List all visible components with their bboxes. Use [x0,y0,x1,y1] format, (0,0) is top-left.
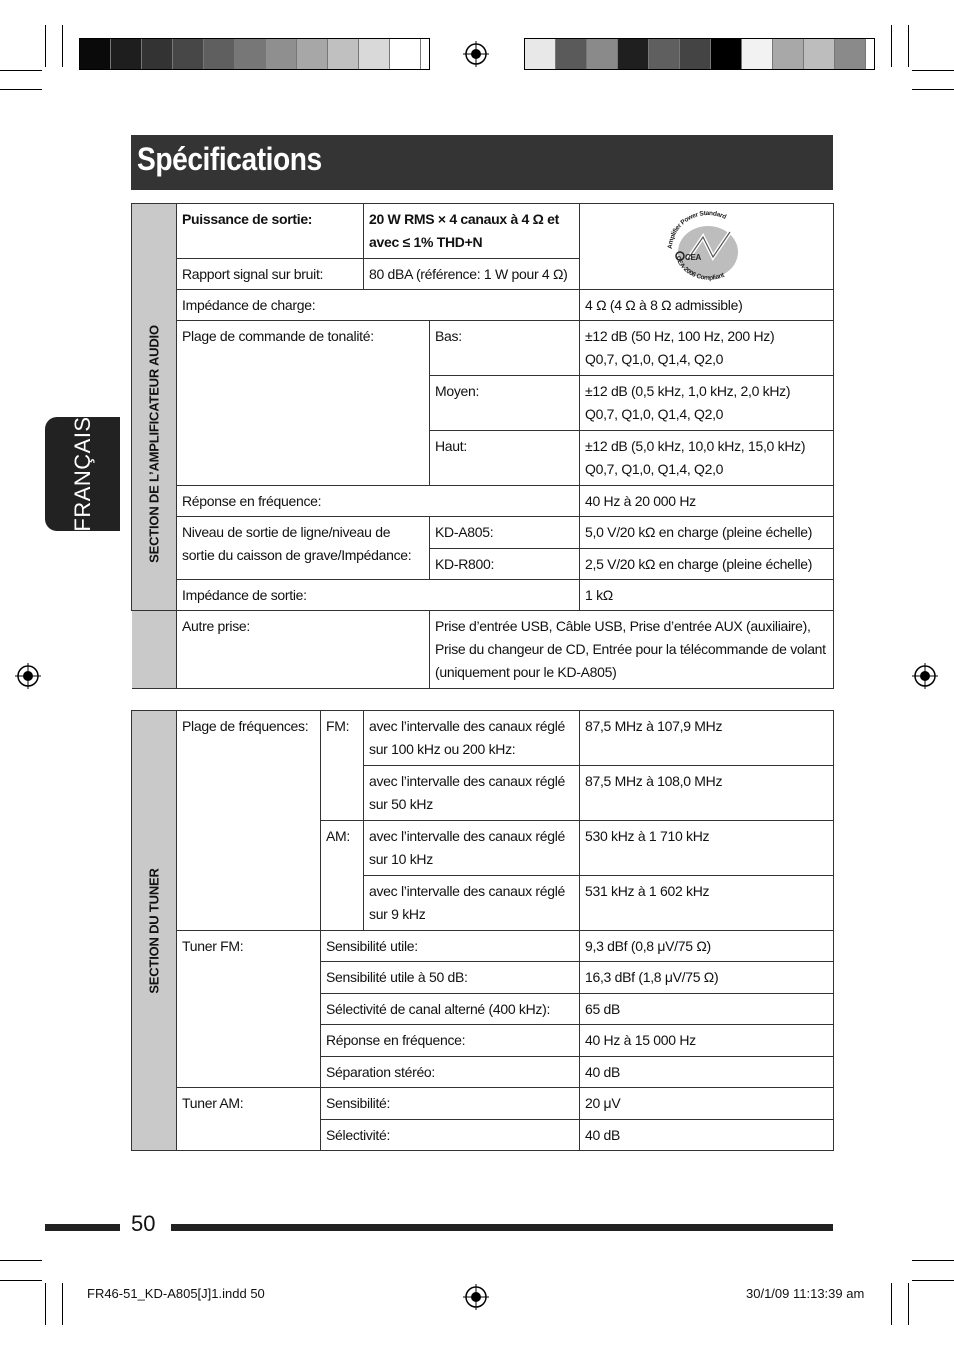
spec-label: Tuner FM: [177,931,321,1088]
registration-mark-icon [463,41,489,67]
crop-mark [912,1260,954,1261]
spec-value: 9,3 dBf (0,8 μV/75 Ω) [580,931,834,962]
spec-condition: avec l’intervalle des canaux réglé sur 9 kHz [364,876,580,931]
crop-mark [0,1260,42,1261]
spec-value: 20 W RMS × 4 canaux à 4 Ω et avec ≤ 1% THD+N [364,204,580,259]
language-tab-label: FRANÇAIS [69,416,95,532]
footer-timestamp: 30/1/09 11:13:39 am [746,1286,865,1301]
spec-value-line: Q0,7, Q1,0, Q1,4, Q2,0 [585,461,724,477]
crop-mark [912,70,954,71]
page-rule-left [45,1224,120,1231]
spec-sublabel: Sensibilité utile à 50 dB: [321,962,580,994]
color-swatch [390,39,421,69]
spec-sublabel: Sélectivité: [321,1120,580,1151]
amplifier-section-label: SECTION DE L’AMPLIFICATEUR AUDIO [146,325,162,563]
color-swatch [359,39,390,69]
registration-mark-icon [463,1284,489,1310]
spec-value: 4 Ω (4 Ω à 8 Ω admissible) [580,290,834,321]
crop-mark [891,1283,892,1325]
spec-label: Réponse en fréquence: [177,486,580,517]
spec-sublabel: Sensibilité: [321,1088,580,1120]
color-swatch [835,39,866,69]
spec-label: Plage de commande de tonalité: [177,321,430,486]
spec-value-line: ±12 dB (0,5 kHz, 1,0 kHz, 2,0 kHz) [585,383,791,399]
color-swatch [328,39,359,69]
color-swatch [204,39,235,69]
color-swatch [525,39,556,69]
spec-sublabel: Bas: [430,321,580,376]
spec-value [580,376,834,431]
color-swatch [556,39,587,69]
cea-arc-top: Amplifier Power Standard [666,209,727,250]
crop-mark [891,25,892,67]
spec-value [580,321,834,376]
tuner-spec-table [131,710,834,1151]
spec-label: Rapport signal sur bruit: [177,259,364,290]
section-label-filler [132,611,177,689]
title-bar [131,135,833,190]
spec-label: Tuner AM: [177,1088,321,1151]
spec-value-line: ±12 dB (50 Hz, 100 Hz, 200 Hz) [585,328,775,344]
color-swatch [804,39,835,69]
cea-arc-bottom: CEA-2006 Compliant [674,255,726,282]
spec-value: 80 dBA (référence: 1 W pour 4 Ω) [364,259,580,290]
spec-value: 530 kHz à 1 710 kHz [580,821,834,876]
spec-label: Plage de fréquences: [177,711,321,931]
registration-mark-icon [912,663,938,689]
tuner-section-label: SECTION DU TUNER [146,868,162,994]
crop-mark [45,25,46,67]
color-swatch [80,39,111,69]
color-swatch [266,39,297,69]
spec-sublabel: AM: [321,821,364,931]
spec-value: 65 dB [580,994,834,1025]
registration-mark-icon [15,663,41,689]
spec-value: 1 kΩ [580,580,834,611]
spec-value-line: Q0,7, Q1,0, Q1,4, Q2,0 [585,351,724,367]
spec-sublabel: Réponse en fréquence: [321,1025,580,1057]
color-swatch [618,39,649,69]
spec-sublabel: Séparation stéréo: [321,1057,580,1088]
spec-label: Impédance de sortie: [177,580,580,611]
color-swatch [111,39,142,69]
color-swatch [587,39,618,69]
spec-value: 40 Hz à 20 000 Hz [580,486,834,517]
spec-value: Prise d’entrée USB, Câble USB, Prise d’entrée AUX (auxiliaire), Prise du changeur de CD, Entrée pour la télécommande de volant (uniquement pour le KD-A805) [430,611,834,689]
cea-brand: CEA [685,253,701,262]
spec-label: Impédance de charge: [177,290,580,321]
spec-value: 87,5 MHz à 108,0 MHz [580,766,834,821]
spec-value: 20 μV [580,1088,834,1120]
crop-mark [62,1283,63,1325]
color-calibration-bar [79,38,430,70]
spec-sublabel: Sélectivité de canal alterné (400 kHz): [321,994,580,1025]
color-swatch [235,39,266,69]
crop-mark [908,25,909,67]
crop-mark [0,1280,42,1281]
page-number: 50 [131,1211,156,1236]
crop-mark [0,89,42,90]
spec-value: 87,5 MHz à 107,9 MHz [580,711,834,766]
spec-condition: avec l’intervalle des canaux réglé sur 10 kHz [364,821,580,876]
spec-sublabel: KD-A805: [430,517,580,549]
spec-sublabel: Moyen: [430,376,580,431]
color-swatch [680,39,711,69]
crop-mark [45,1283,46,1325]
spec-sublabel: KD-R800: [430,549,580,580]
color-swatch [649,39,680,69]
section-label-cell [132,204,177,611]
spec-condition: avec l’intervalle des canaux réglé sur 50 kHz [364,766,580,821]
spec-value: 40 dB [580,1057,834,1088]
color-swatch [173,39,204,69]
spec-value-line: ±12 dB (5,0 kHz, 10,0 kHz, 15,0 kHz) [585,438,806,454]
language-tab [45,417,120,531]
spec-value-line: Q0,7, Q1,0, Q1,4, Q2,0 [585,406,724,422]
crop-mark [912,89,954,90]
spec-condition: avec l’intervalle des canaux réglé sur 100 kHz ou 200 kHz: [364,711,580,766]
color-swatch [297,39,328,69]
spec-value: 5,0 V/20 kΩ en charge (pleine échelle) [580,517,834,549]
crop-mark [908,1283,909,1325]
spec-value: 531 kHz à 1 602 kHz [580,876,834,931]
spec-sublabel: Sensibilité utile: [321,931,580,962]
spec-sublabel: Haut: [430,431,580,486]
crop-mark [912,1280,954,1281]
page-rule-right [171,1224,833,1231]
page-title: Spécifications [137,141,322,177]
color-swatch [142,39,173,69]
spec-sublabel: FM: [321,711,364,821]
spec-label: Puissance de sortie: [177,204,364,259]
footer-file-info: FR46-51_KD-A805[J]1.indd 50 [87,1286,265,1301]
spec-value: 2,5 V/20 kΩ en charge (pleine échelle) [580,549,834,580]
color-calibration-bar [524,38,875,70]
color-swatch [773,39,804,69]
color-swatch [711,39,742,69]
cea-logo-cell [580,204,834,290]
spec-label: Niveau de sortie de ligne/niveau de sortie du caisson de grave/Impédance: [177,517,430,580]
crop-mark [62,25,63,67]
color-swatch [742,39,773,69]
cea-2006-logo [658,207,758,287]
amplifier-spec-table [131,203,834,689]
section-label-cell [132,711,177,1151]
spec-value: 40 dB [580,1120,834,1151]
spec-value: 40 Hz à 15 000 Hz [580,1025,834,1057]
spec-value [580,431,834,486]
spec-label: Autre prise: [177,611,430,689]
crop-mark [0,70,42,71]
spec-value: 16,3 dBf (1,8 μV/75 Ω) [580,962,834,994]
